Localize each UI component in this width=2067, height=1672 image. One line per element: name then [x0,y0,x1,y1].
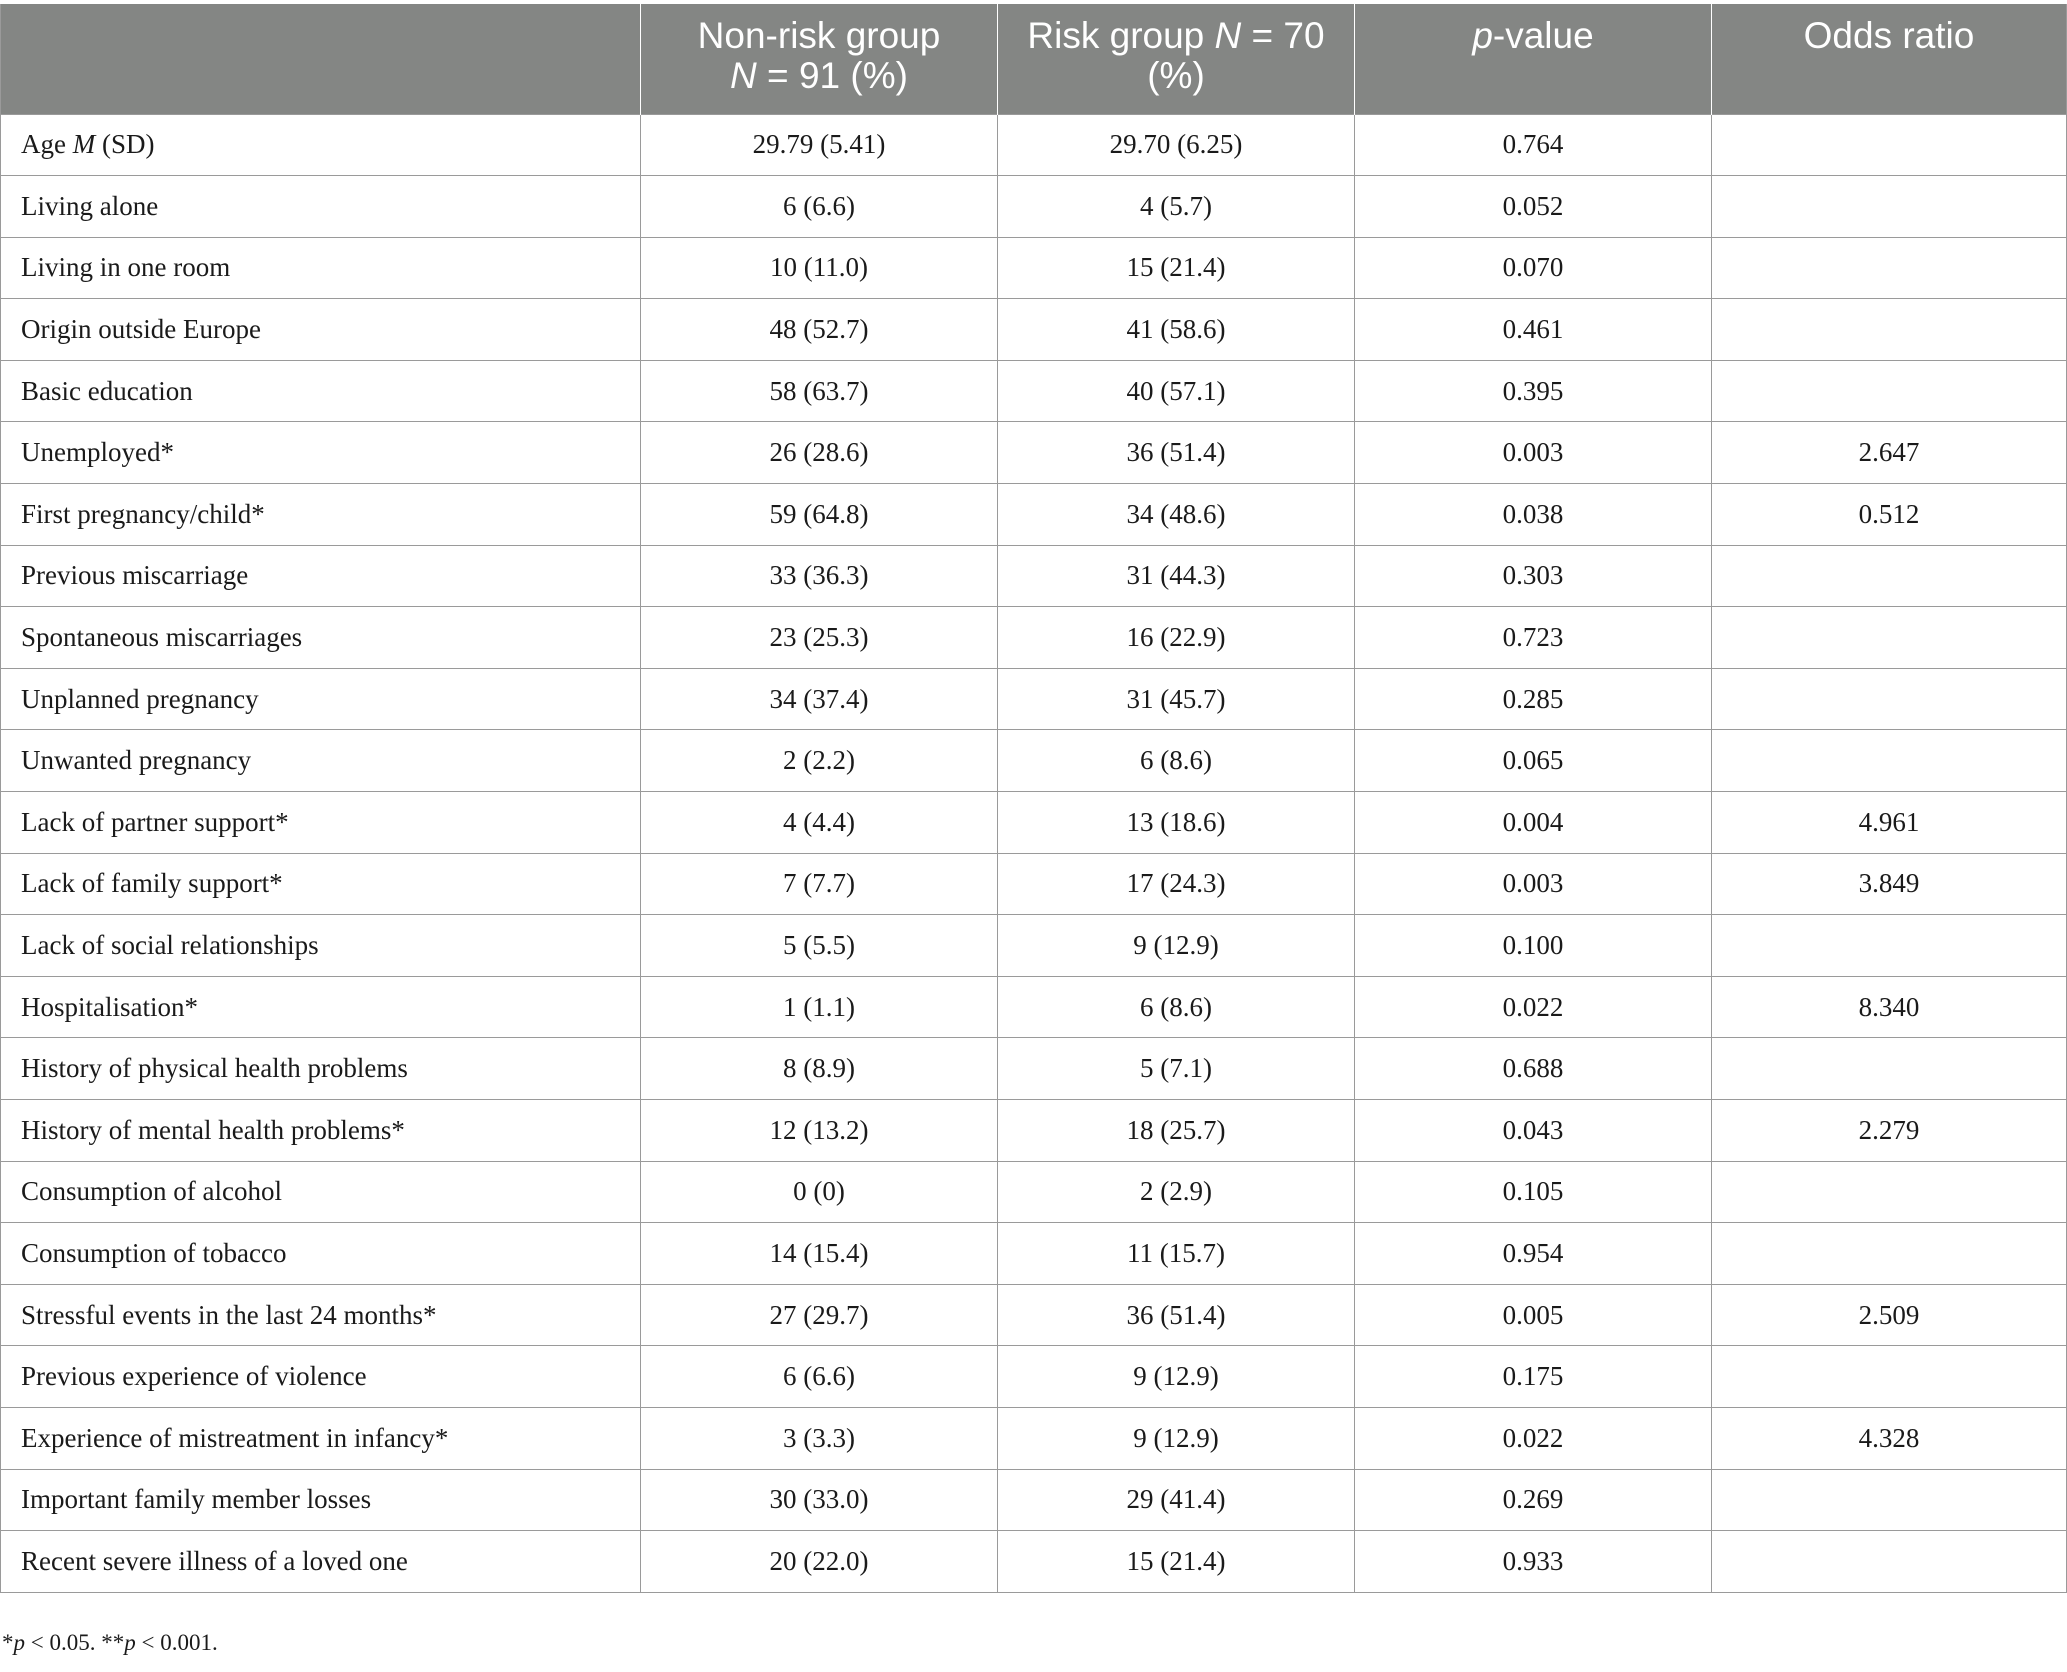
cell-odds-ratio [1712,607,2067,669]
table-row [1,422,2067,484]
cell-non-risk: 10 (11.0) [641,237,998,299]
table-row [1,545,2067,607]
table-row [1,607,2067,669]
cell-non-risk: 48 (52.7) [641,299,998,361]
header-risk-line1-post: = 70 [1241,15,1325,56]
cell-p-value: 0.003 [1355,422,1712,484]
cell-non-risk: 27 (29.7) [641,1284,998,1346]
cell-variable: Living in one room [1,237,641,299]
cell-variable: Origin outside Europe [1,299,641,361]
cell-odds-ratio [1712,114,2067,176]
header-non-risk-line1: Non-risk group [697,15,941,56]
cell-non-risk: 4 (4.4) [641,792,998,854]
cell-p-value: 0.954 [1355,1223,1712,1285]
cell-odds-ratio: 2.279 [1712,1100,2067,1162]
cell-odds-ratio [1712,237,2067,299]
cell-non-risk: 8 (8.9) [641,1038,998,1100]
footnote-star-single: * [2,1630,14,1655]
cell-variable: Previous experience of violence [1,1346,641,1408]
cell-p-value: 0.395 [1355,360,1712,422]
footnote-p-symbol-1: p [13,1630,25,1655]
table-header [1,4,2067,114]
cell-risk: 5 (7.1) [998,1038,1355,1100]
table-row [1,1223,2067,1285]
cell-p-value: 0.043 [1355,1100,1712,1162]
cell-odds-ratio [1712,545,2067,607]
table-footnote [2,1630,218,1656]
table-row [1,484,2067,546]
cell-p-value: 0.004 [1355,792,1712,854]
cell-variable: Spontaneous miscarriages [1,607,641,669]
table-row [1,1346,2067,1408]
cell-odds-ratio [1712,299,2067,361]
table-row [1,1161,2067,1223]
cell-p-value: 0.003 [1355,853,1712,915]
header-non-risk-n-symbol: N [730,55,757,96]
cell-risk: 18 (25.7) [998,1100,1355,1162]
cell-risk: 6 (8.6) [998,730,1355,792]
cell-risk: 11 (15.7) [998,1223,1355,1285]
table-row [1,1469,2067,1531]
cell-p-value: 0.688 [1355,1038,1712,1100]
cell-risk: 9 (12.9) [998,1407,1355,1469]
cell-non-risk: 20 (22.0) [641,1531,998,1593]
cell-non-risk: 14 (15.4) [641,1223,998,1285]
table-row [1,176,2067,238]
header-non-risk-line2: = 91 (%) [756,55,908,96]
cell-odds-ratio [1712,360,2067,422]
cell-non-risk: 5 (5.5) [641,915,998,977]
footnote-star-double: ** [101,1630,125,1655]
table-row [1,360,2067,422]
table-row [1,299,2067,361]
cell-p-value: 0.303 [1355,545,1712,607]
cell-p-value: 0.038 [1355,484,1712,546]
cell-p-value: 0.269 [1355,1469,1712,1531]
cell-non-risk: 33 (36.3) [641,545,998,607]
header-risk-n-symbol: N [1214,15,1242,56]
table-row [1,1531,2067,1593]
cell-variable: Lack of family support* [1,853,641,915]
cell-non-risk: 0 (0) [641,1161,998,1223]
cell-odds-ratio: 4.961 [1712,792,2067,854]
cell-non-risk: 3 (3.3) [641,1407,998,1469]
table-row [1,1407,2067,1469]
cell-non-risk: 58 (63.7) [641,360,998,422]
cell-odds-ratio [1712,1346,2067,1408]
cell-variable: Age M (SD) [1,114,641,176]
cell-p-value: 0.461 [1355,299,1712,361]
footnote-p-symbol-2: p [124,1630,136,1655]
cell-variable: Unwanted pregnancy [1,730,641,792]
cell-risk: 15 (21.4) [998,237,1355,299]
cell-risk: 17 (24.3) [998,853,1355,915]
cell-non-risk: 23 (25.3) [641,607,998,669]
cell-odds-ratio: 2.509 [1712,1284,2067,1346]
cell-odds-ratio [1712,730,2067,792]
footnote-threshold-2: < 0.001. [135,1630,218,1655]
cell-variable: Unplanned pregnancy [1,668,641,730]
cell-risk: 15 (21.4) [998,1531,1355,1593]
table-row [1,114,2067,176]
cell-risk: 36 (51.4) [998,422,1355,484]
cell-non-risk: 12 (13.2) [641,1100,998,1162]
cell-risk: 40 (57.1) [998,360,1355,422]
cell-p-value: 0.052 [1355,176,1712,238]
data-table-container [0,4,2067,1593]
cell-p-value: 0.723 [1355,607,1712,669]
mean-symbol: M [72,129,96,160]
cell-non-risk: 7 (7.7) [641,853,998,915]
cell-p-value: 0.070 [1355,237,1712,299]
header-risk-line2: (%) [1147,55,1205,96]
cell-variable: Basic education [1,360,641,422]
cell-odds-ratio [1712,1161,2067,1223]
cell-variable: History of physical health problems [1,1038,641,1100]
cell-variable: Previous miscarriage [1,545,641,607]
cell-odds-ratio [1712,915,2067,977]
header-odds-ratio: Odds ratio [1712,4,2067,114]
cell-p-value: 0.933 [1355,1531,1712,1593]
cell-odds-ratio [1712,668,2067,730]
cell-variable: Living alone [1,176,641,238]
cell-p-value: 0.100 [1355,915,1712,977]
cell-risk: 6 (8.6) [998,976,1355,1038]
cell-p-value: 0.105 [1355,1161,1712,1223]
cell-risk: 41 (58.6) [998,299,1355,361]
cell-odds-ratio: 8.340 [1712,976,2067,1038]
cell-variable: Stressful events in the last 24 months* [1,1284,641,1346]
cell-odds-ratio [1712,1469,2067,1531]
cell-non-risk: 6 (6.6) [641,1346,998,1408]
cell-odds-ratio [1712,1531,2067,1593]
cell-non-risk: 34 (37.4) [641,668,998,730]
cell-p-value: 0.022 [1355,1407,1712,1469]
cell-variable: Experience of mistreatment in infancy* [1,1407,641,1469]
cell-p-value: 0.764 [1355,114,1712,176]
cell-variable: Recent severe illness of a loved one [1,1531,641,1593]
cell-odds-ratio [1712,176,2067,238]
cell-risk: 34 (48.6) [998,484,1355,546]
cell-risk: 9 (12.9) [998,915,1355,977]
table-row [1,976,2067,1038]
table-row [1,792,2067,854]
cell-variable: Lack of social relationships [1,915,641,977]
table-row [1,668,2067,730]
cell-risk: 29.70 (6.25) [998,114,1355,176]
header-p-rest: -value [1492,15,1594,56]
cell-p-value: 0.065 [1355,730,1712,792]
cell-odds-ratio: 3.849 [1712,853,2067,915]
header-risk-group [998,4,1355,114]
cell-variable: Consumption of alcohol [1,1161,641,1223]
cell-variable: History of mental health problems* [1,1100,641,1162]
cell-variable: Lack of partner support* [1,792,641,854]
cell-risk: 36 (51.4) [998,1284,1355,1346]
cell-non-risk: 26 (28.6) [641,422,998,484]
cell-variable: Hospitalisation* [1,976,641,1038]
cell-risk: 4 (5.7) [998,176,1355,238]
table-row [1,1038,2067,1100]
cell-non-risk: 29.79 (5.41) [641,114,998,176]
table-row [1,1100,2067,1162]
cell-p-value: 0.175 [1355,1346,1712,1408]
cell-p-value: 0.285 [1355,668,1712,730]
cell-odds-ratio: 2.647 [1712,422,2067,484]
header-p-value [1355,4,1712,114]
cell-risk: 13 (18.6) [998,792,1355,854]
table-row [1,853,2067,915]
cell-risk: 31 (44.3) [998,545,1355,607]
cell-odds-ratio: 0.512 [1712,484,2067,546]
header-p-symbol: p [1472,15,1493,56]
cell-variable: First pregnancy/child* [1,484,641,546]
cell-odds-ratio [1712,1223,2067,1285]
cell-non-risk: 1 (1.1) [641,976,998,1038]
header-variable [1,4,641,114]
cell-non-risk: 2 (2.2) [641,730,998,792]
cell-variable: Important family member losses [1,1469,641,1531]
cell-risk: 2 (2.9) [998,1161,1355,1223]
table-body [1,114,2067,1592]
data-table [0,4,2067,1593]
cell-non-risk: 30 (33.0) [641,1469,998,1531]
cell-non-risk: 6 (6.6) [641,176,998,238]
cell-risk: 16 (22.9) [998,607,1355,669]
cell-p-value: 0.005 [1355,1284,1712,1346]
table-row [1,730,2067,792]
header-risk-line1-pre: Risk group [1027,15,1215,56]
table-row [1,237,2067,299]
header-row [1,4,2067,114]
header-non-risk-group [641,4,998,114]
cell-risk: 29 (41.4) [998,1469,1355,1531]
table-row [1,1284,2067,1346]
cell-variable: Consumption of tobacco [1,1223,641,1285]
cell-p-value: 0.022 [1355,976,1712,1038]
cell-variable: Unemployed* [1,422,641,484]
table-row [1,915,2067,977]
cell-odds-ratio [1712,1038,2067,1100]
cell-risk: 31 (45.7) [998,668,1355,730]
cell-risk: 9 (12.9) [998,1346,1355,1408]
footnote-threshold-1: < 0.05. [25,1630,102,1655]
cell-odds-ratio: 4.328 [1712,1407,2067,1469]
cell-non-risk: 59 (64.8) [641,484,998,546]
